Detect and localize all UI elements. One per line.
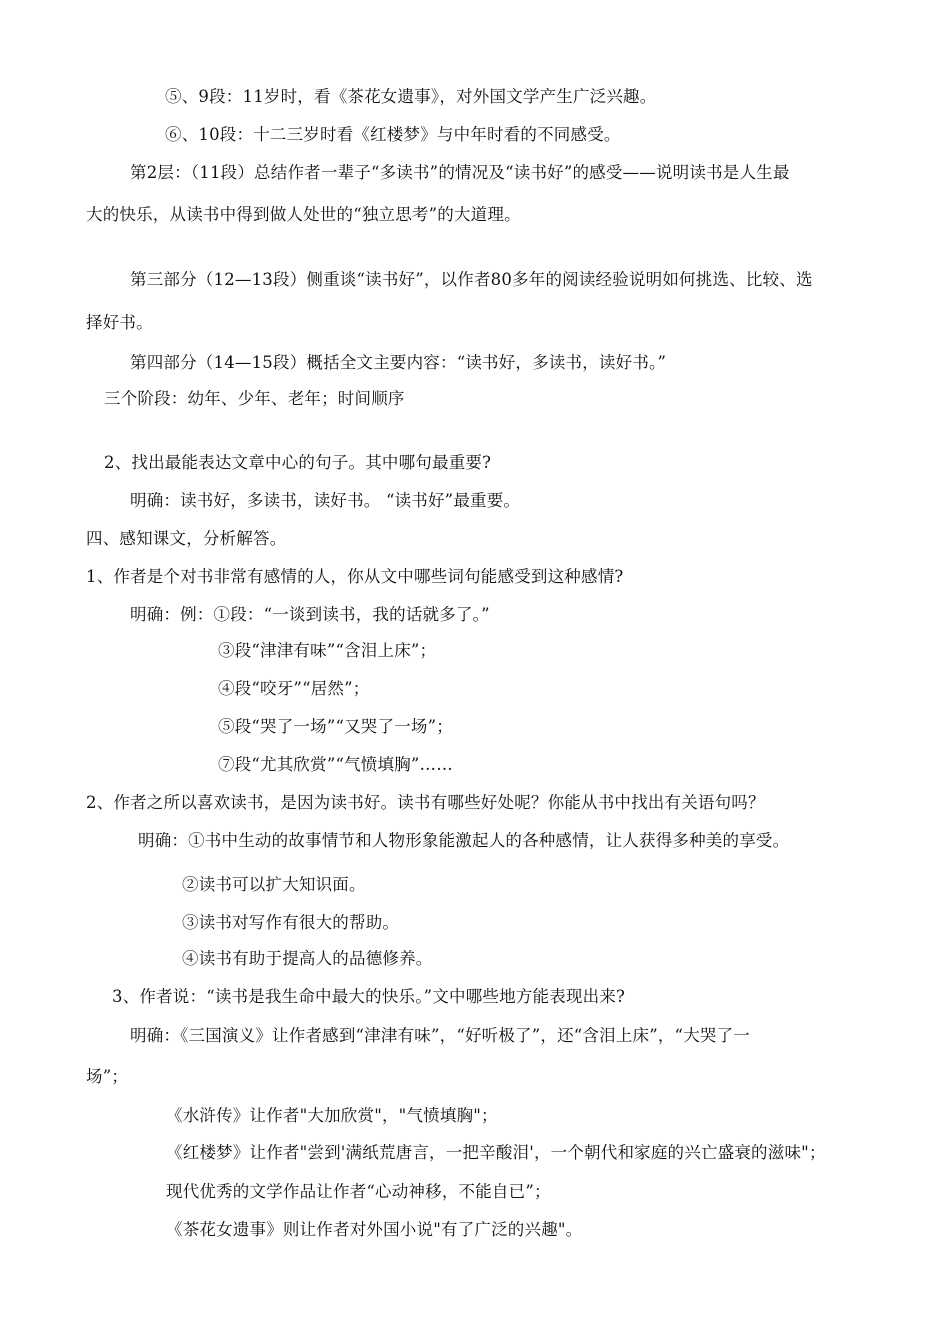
text-line-answer-3: 明确：《三国演义》让作者感到“津津有味”，“好听极了”，还“含泪上床”，“大哭了一 xyxy=(130,1026,750,1045)
text-line-chahua: 《茶花女遗事》则让作者对外国小说"有了广泛的兴趣"。 xyxy=(166,1220,583,1239)
text-line-para10: ⑥、10段：十二三岁时看《红楼梦》与中年时看的不同感受。 xyxy=(165,125,621,144)
text-line-answer-2b-4: ④读书有助于提高人的品德修养。 xyxy=(182,949,433,968)
text-line-answer-1: 明确：例：①段：“一谈到读书，我的话就多了。” xyxy=(130,605,490,624)
text-line-modern-works: 现代优秀的文学作品让作者“心动神移，不能自已”； xyxy=(166,1182,551,1201)
text-line-answer-1-p4: ④段“咬牙”“居然”； xyxy=(218,679,370,698)
text-line-answer-3-cont: 场”； xyxy=(86,1067,129,1086)
text-line-question-2b: 2、作者之所以喜欢读书，是因为读书好。读书有哪些好处呢？你能从书中找出有关语句吗？ xyxy=(86,793,765,812)
text-line-question-3: 3、作者说：“读书是我生命中最大的快乐。”文中哪些地方能表现出来? xyxy=(112,987,626,1006)
text-line-answer-1-p7: ⑦段“尤其欣赏”“气愤填胸”…… xyxy=(218,755,453,774)
text-line-answer-2: 明确：读书好，多读书，读好书。 “读书好”最重要。 xyxy=(130,491,521,510)
text-line-answer-2b-2: ②读书可以扩大知识面。 xyxy=(182,875,366,894)
text-line-answer-2b-1: 明确：①书中生动的故事情节和人物形象能激起人的各种感情，让人获得多种美的享受。 xyxy=(138,831,790,850)
text-line-question-1: 1、作者是个对书非常有感情的人，你从文中哪些词句能感受到这种感情? xyxy=(86,567,624,586)
text-line-part4: 第四部分（14—15段）概括全文主要内容：“读书好，多读书，读好书。” xyxy=(130,353,667,372)
text-line-part3: 第三部分（12—13段）侧重谈“读书好”，以作者80多年的阅读经验说明如何挑选、比较、选 xyxy=(130,270,813,289)
text-line-part3-cont: 择好书。 xyxy=(86,313,153,332)
text-line-stages: 三个阶段：幼年、少年、老年；时间顺序 xyxy=(104,389,405,408)
text-line-shuihu: 《水浒传》让作者"大加欣赏"，"气愤填胸"； xyxy=(166,1106,498,1125)
text-line-honglou: 《红楼梦》让作者"尝到'满纸荒唐言，一把辛酸泪'，一个朝代和家庭的兴亡盛衰的滋味"； xyxy=(166,1143,826,1162)
text-line-answer-1-p3: ③段“津津有味”“含泪上床”； xyxy=(218,641,437,660)
text-line-layer2: 第2层：（11段）总结作者一辈子“多读书”的情况及“读书好”的感受——说明读书是人生最 xyxy=(130,163,790,182)
text-line-answer-2b-3: ③读书对写作有很大的帮助。 xyxy=(182,913,400,932)
text-line-para9: ⑤、9段：11岁时，看《茶花女遗事》，对外国文学产生广泛兴趣。 xyxy=(165,87,657,106)
text-line-answer-1-p5: ⑤段“哭了一场”“又哭了一场”； xyxy=(218,717,453,736)
text-line-question-2: 2、找出最能表达文章中心的句子。其中哪句最重要? xyxy=(104,453,492,472)
section-heading-4: 四、感知课文，分析解答。 xyxy=(86,529,287,548)
text-line-layer2-cont: 大的快乐，从读书中得到做人处世的“独立思考”的大道理。 xyxy=(86,205,521,224)
